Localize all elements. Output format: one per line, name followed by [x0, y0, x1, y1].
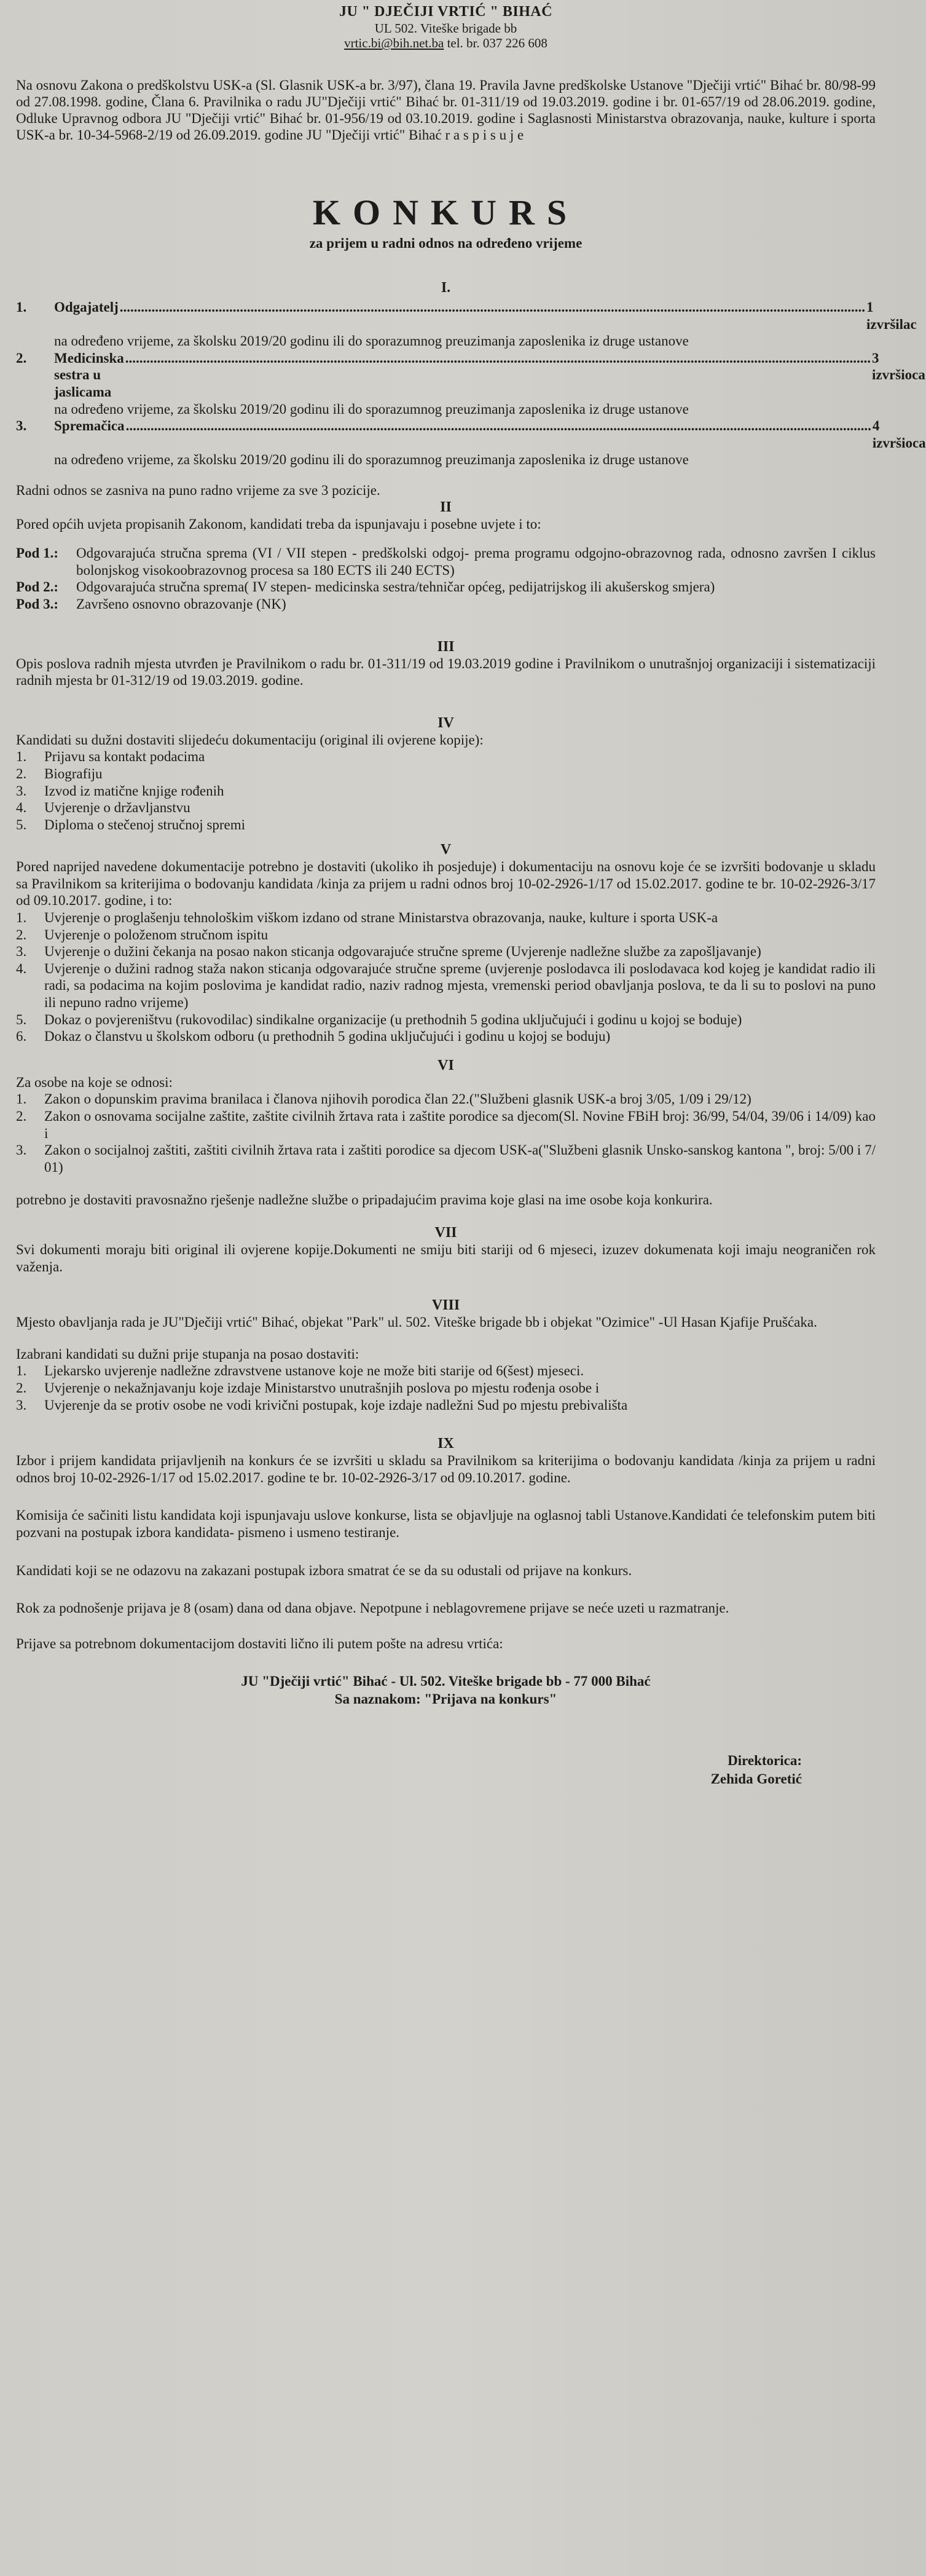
position-number: 3.	[16, 418, 27, 434]
conditions-list	[16, 545, 876, 612]
section-heading-iii: III	[437, 638, 455, 655]
envelope-note: Sa naznakom: "Prijava na konkurs"	[334, 1691, 557, 1707]
position-item	[16, 299, 917, 350]
scoring-intro: Pored naprijed navedene dokumentacije potrebno je dostaviti (ukoliko ih posjeduje) i dokumentaciju na osnovu koje će se izvršiti bodovanje u skladu sa Pravilnikom sa kriterijima o bodovanju kandidata /kinja za prijem u radni odnos broj 10-02-2926-1/17 od 15.02.2017. godine te br. 10-02-2926-3/17 od 09.10.2017. godine, i to:	[16, 859, 876, 909]
condition-label: Pod 1.:	[16, 545, 58, 561]
item-number: 1.	[16, 749, 27, 765]
position-count: 4 izvršioca	[872, 418, 926, 451]
section-heading-v: V	[440, 842, 452, 858]
item-number: 4.	[16, 800, 27, 816]
item-text: Uvjerenje o položenom stručnom ispitu	[44, 926, 269, 942]
laws-list	[16, 1091, 876, 1175]
position-desc: na određeno vrijeme, za školsku 2019/20 godinu ili do sporazumnog preuzimanja zaposlenika iz druge ustanove	[54, 333, 689, 349]
letterhead	[16, 4, 876, 51]
document-subtitle: za prijem u radni odnos na određeno vrijeme	[309, 235, 583, 251]
condition-item	[16, 579, 876, 596]
position-number: 2.	[16, 350, 27, 366]
position-count: 1 izvršilac	[866, 299, 917, 332]
list-item	[16, 960, 876, 1011]
list-item	[16, 1380, 876, 1397]
position-name: Spremačica	[54, 418, 125, 434]
contact-line	[16, 36, 876, 50]
section-heading-ix: IX	[437, 1436, 454, 1452]
section-heading-vi: VI	[437, 1057, 454, 1073]
list-item	[16, 816, 876, 834]
document-title: KONKURS	[312, 192, 579, 233]
item-text: Uvjerenje o proglašenju tehnološkim viškom izdano od strane Ministarstva obrazovanja, nauke, kulture i sporta USK-a	[44, 910, 718, 926]
signature-block	[16, 1752, 876, 1788]
address-line: JU "Dječiji vrtić" Bihać - Ul. 502. Viteške brigade bb - 77 000 Bihać	[241, 1673, 651, 1689]
selection-text: Izbor i prijem kandidata prijavljenih na konkurs će se izvršiti u skladu sa Pravilnikom sa kriterijima o bodovanju kandidata /kinja za prijem u radni odnos broj 10-02-2926-1/17 od 15.02.2017. godine te br. 10-02-2926-3/17 od 09.10.2017. godine.	[16, 1453, 876, 1485]
list-item	[16, 943, 876, 960]
condition-item	[16, 596, 876, 613]
position-count: 3 izvršioca	[871, 350, 925, 383]
item-text: Biografiju	[44, 765, 103, 781]
position-desc: na određeno vrijeme, za školsku 2019/20 godinu ili do sporazumnog preuzimanja zaposlenika iz druge ustanove	[54, 452, 689, 468]
item-number: 1.	[16, 910, 27, 926]
item-text: Uvjerenje o državljanstvu	[44, 800, 190, 816]
list-item	[16, 765, 876, 783]
intro-paragraph: Na osnovu Zakona o predškolstvu USK-a (Sl. Glasnik USK-a br. 3/97), člana 19. Pravila Javne predškolske Ustanove "Dječiji vrtić" Bihać br. 80/98-99 od 27.08.1998. godine, Člana 6. Pravilnika o radu JU"Dječiji vrtić" Bihać br. 01-311/19 od 19.03.2019. godine i br. 01-657/19 od 28.06.2019. godine, Odluke Upravnog odbora JU "Dječiji vrtić" Bihać br. 01-956/19 od 03.10.2019. godine i Saglasnosti Ministarstva obrazovanja, nauke, kulture i sporta USK-a br. 10-34-5968-2/19 od 26.09.2019. godine JU "Dječiji vrtić" Bihać r a s p i s u j e	[16, 77, 876, 143]
item-number: 2.	[16, 1108, 27, 1124]
section-heading-viii: VIII	[431, 1297, 460, 1314]
item-number: 1.	[16, 1091, 27, 1107]
full-time-note: Radni odnos se zasniva na puno radno vrijeme za sve 3 pozicije.	[16, 482, 380, 498]
submission-text: Prijave sa potrebnom dokumentacijom dostaviti lično ili putem pošte na adresu vrtića:	[16, 1635, 503, 1651]
item-number: 2.	[16, 1380, 27, 1396]
item-number: 3.	[16, 944, 27, 960]
item-text: Izvod iz matične knjige rođenih	[44, 783, 224, 799]
selected-documents-list	[16, 1362, 876, 1413]
section-heading-vii: VII	[434, 1224, 457, 1241]
item-text: Dokaz o povjereništvu (rukovodilac) sindikalne organizacije (u prethodnih 5 godina uključujući i godinu u kojoj se boduje)	[44, 1011, 742, 1027]
item-number: 3.	[16, 1142, 27, 1158]
list-item	[16, 783, 876, 800]
position-desc: na određeno vrijeme, za školsku 2019/20 godinu ili do sporazumnog preuzimanja zaposlenika iz druge ustanove	[54, 401, 689, 417]
item-number: 3.	[16, 1397, 27, 1413]
item-number: 4.	[16, 960, 27, 976]
laws-outro: potrebno je dostaviti pravosnažno rješenje nadležne službe o pripadajućim pravima koje glasi na ime osobe koja konkurira.	[16, 1192, 713, 1208]
item-number: 5.	[16, 816, 27, 832]
scoring-documents-list	[16, 909, 876, 1045]
list-item	[16, 1142, 876, 1175]
condition-label: Pod 2.:	[16, 579, 58, 595]
validity-text: Svi dokumenti moraju biti original ili ovjerene kopije.Dokumenti ne smiju biti stariji od 6 mjeseci, izuzev dokumenata koji imaju neograničen rok važenja.	[16, 1241, 876, 1274]
item-text: Zakon o socijalnoj zaštiti, zaštiti civilnih žrtava rata i zaštiti porodice sa djecom USK-a("Službeni glasnik Unsko-sanskog kantona ", broj: 5/00 i 7/ 01)	[44, 1142, 876, 1175]
list-item	[16, 1362, 876, 1380]
deadline-text: Rok za podnošenje prijava je 8 (osam) dana od dana objave. Nepotpune i neblagovremene prijave se neće uzeti u razmatranje.	[16, 1600, 729, 1616]
work-location-text: Mjesto obavljanja rada je JU"Dječiji vrtić" Bihać, objekat "Park" ul. 502. Viteške brigade bb i objekat "Ozimice" -Ul Hasan Kjafije Prušćaka.	[16, 1314, 817, 1330]
position-number: 1.	[16, 299, 27, 315]
position-item	[16, 417, 926, 468]
item-text: Uvjerenje o nekažnjavanju koje izdaje Ministarstvo unutrašnjih poslova po mjestu rođenja osobe i	[44, 1380, 600, 1396]
item-number: 6.	[16, 1029, 27, 1045]
leader-dots	[126, 417, 871, 435]
condition-text: Odgovarajuća stručna sprema( IV stepen- medicinska sestra/tehničar općeg, pedijatrijskog ili akušerskog smjera)	[76, 579, 715, 595]
item-number: 3.	[16, 783, 27, 799]
commission-text: Komisija će sačiniti listu kandidata koji ispunjavaju uslove konkurse, lista se objavljuje na oglasnoj tabli Ustanove.Kandidati će telefonskim putem biti pozvani na postupak izbora kandidata- pismeno i usmeno testiranje.	[16, 1507, 876, 1540]
item-text: Zakon o osnovama socijalne zaštite, zaštite civilnih žrtava rata i zaštite porodice sa djecom(Sl. Novine FBiH broj: 36/99, 54/04, 39/06 i 14/09) kao i	[44, 1108, 876, 1141]
list-item	[16, 1108, 876, 1142]
item-text: Diploma o stečenoj stručnoj spremi	[44, 816, 246, 832]
condition-label: Pod 3.:	[16, 596, 58, 612]
condition-text: Završeno osnovno obrazovanje (NK)	[76, 596, 286, 612]
item-text: Prijavu sa kontakt podacima	[44, 749, 205, 765]
list-item	[16, 909, 876, 926]
item-number: 2.	[16, 765, 27, 781]
item-text: Dokaz o članstvu u školskom odboru (u prethodnih 5 godina uključujući i godinu u kojoj se boduju)	[44, 1029, 611, 1045]
condition-text: Odgovarajuća stručna sprema (VI / VII stepen - predškolski odgoj- prema programu odgojno-obrazovnog rada, odnosno završen I ciklus bolonjskog visokoobrazovnog procesa sa 180 ECTS ili 240 ECTS)	[76, 545, 876, 578]
position-item	[16, 350, 925, 417]
list-item	[16, 1091, 876, 1108]
item-text: Uvjerenje o dužini čekanja na posao nakon sticanja odgovarajuće stručne spreme (Uvjerenje nadležne službe za zapošljavanje)	[44, 944, 761, 960]
section-heading-i: I.	[441, 280, 451, 296]
signatory-name: Zehida Goretić	[710, 1771, 802, 1787]
position-name: Odgajatelj	[54, 299, 119, 315]
list-item	[16, 748, 876, 765]
email-link[interactable]: vrtic.bi@bih.net.ba	[344, 36, 444, 51]
section-heading-ii: II	[440, 499, 452, 515]
selected-intro: Izabrani kandidati su dužni prije stupanja na posao dostaviti:	[16, 1346, 359, 1362]
list-item	[16, 1011, 876, 1029]
item-text: Zakon o dopunskim pravima branilaca i članova njihovih porodica član 22.("Službeni glasnik USK-a broj 3/05, 1/09 i 29/12)	[44, 1091, 751, 1107]
list-item	[16, 799, 876, 816]
conditions-intro: Pored općih uvjeta propisanih Zakonom, kandidati treba da ispunjavaju i posebne uvjete i to:	[16, 516, 541, 532]
leader-dots	[125, 350, 871, 367]
list-item	[16, 926, 876, 944]
signatory-role: Direktorica:	[728, 1752, 802, 1768]
no-show-text: Kandidati koji se ne odazovu na zakazani postupak izbora smatrat će se da su odustali od prijave na konkurs.	[16, 1562, 632, 1578]
leader-dots	[120, 299, 865, 316]
org-address: UL 502. Viteške brigade bb	[374, 20, 517, 36]
item-text: Ljekarsko uvjerenje nadležne zdravstvene ustanove koje ne može biti starije od 6(šest) mjeseci.	[44, 1363, 584, 1379]
org-name: JU " DJEČIJI VRTIĆ " BIHAĆ	[339, 4, 553, 20]
list-item	[16, 1397, 876, 1414]
condition-item	[16, 545, 876, 579]
documents-intro: Kandidati su dužni dostaviti slijedeću dokumentaciju (original ili ovjerene kopije):	[16, 732, 484, 748]
item-text: Uvjerenje da se protiv osobe ne vodi krivični postupak, koje izdaje nadležni Sud po mjestu prebivališta	[44, 1397, 628, 1413]
item-number: 2.	[16, 926, 27, 942]
item-number: 5.	[16, 1011, 27, 1027]
documents-list	[16, 748, 876, 833]
item-number: 1.	[16, 1363, 27, 1379]
positions-list	[16, 299, 926, 468]
position-name: Medicinska sestra u jaslicama	[54, 350, 124, 400]
phone-text: tel. br. 037 226 608	[444, 36, 547, 51]
section-heading-iv: IV	[437, 714, 454, 731]
list-item	[16, 1028, 876, 1045]
job-description-text: Opis poslova radnih mjesta utvrđen je Pravilnikom o radu br. 01-311/19 od 19.03.2019 godine i Pravilnikom o unutrašnjoj organizaciji i sistematizaciji radnih mjesta br 01-312/19 od 19.03.2019. godine.	[16, 655, 876, 689]
item-text: Uvjerenje o dužini radnog staža nakon sticanja odgovarajuće stručne spreme (uvjerenje poslodavca ili poslodavaca kod kojeg je kandidat radio ili radi, sa podacima na kojim poslovima je kandidat radio, naziv radnog mjesta, vremenski period obavljanja poslova, te da li su to poslovi na puno ili nepuno radno vrijeme)	[44, 960, 876, 1011]
mailing-address	[16, 1673, 876, 1709]
laws-intro: Za osobe na koje se odnosi:	[16, 1074, 173, 1090]
